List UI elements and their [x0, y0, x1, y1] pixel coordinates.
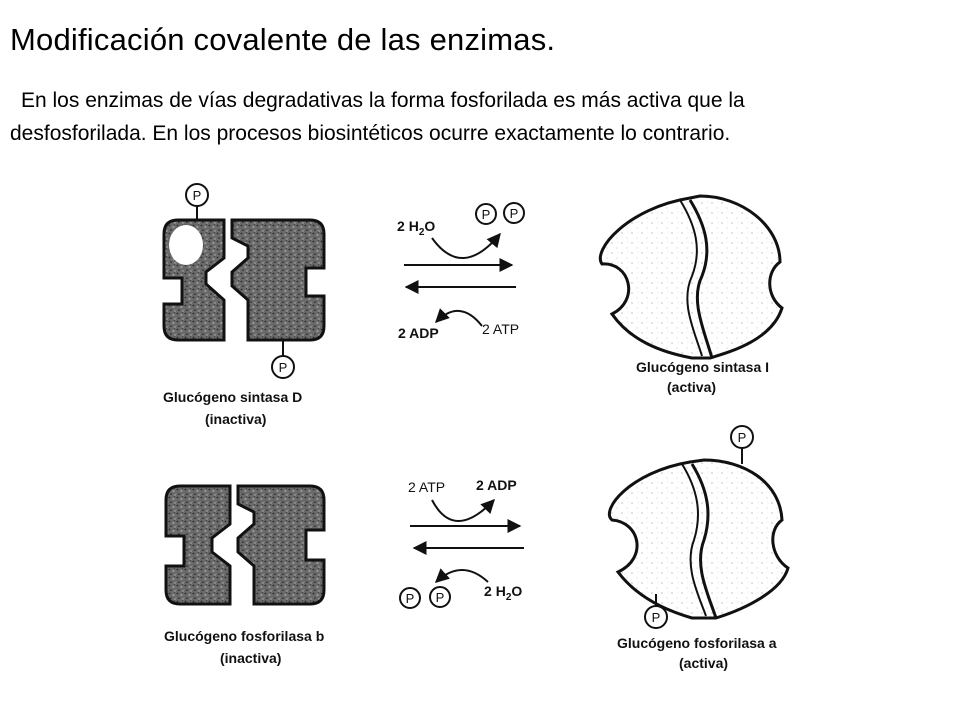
reaction-adp: 2 ADP — [476, 477, 517, 493]
phosphate-label: P — [481, 207, 491, 222]
synthase-d-state: (inactiva) — [205, 411, 267, 427]
phosphate-label: P — [509, 206, 519, 221]
reaction-water: 2 $H_2O$ — [484, 583, 523, 603]
glycogen-phosphorylase-b-diagram — [164, 486, 324, 666]
phosphate-label: P — [737, 430, 747, 445]
phosphorylase-b-name: Glucógeno fosforilasa b — [164, 628, 325, 644]
reaction-atp: 2 ATP — [408, 479, 446, 495]
phosphorylase-reaction-arrows — [400, 477, 524, 608]
phosphate-label: P — [278, 360, 288, 375]
synthase-d-right-subunit — [232, 220, 324, 340]
synthase-d-active-site — [169, 225, 203, 265]
phosphate-label: P — [435, 590, 445, 605]
synthase-reaction-arrows — [397, 203, 524, 341]
glycogen-synthase-d-diagram — [163, 184, 324, 427]
phosphate-label: P — [651, 610, 661, 625]
phosphorylase-b-left-subunit — [166, 486, 230, 604]
phosphorylase-a-name: Glucógeno fosforilasa a — [617, 635, 777, 651]
curved-arrow — [436, 570, 488, 582]
phosphorylase-b-right-subunit — [238, 486, 324, 604]
reaction-atp: 2 ATP — [482, 321, 520, 337]
reaction-water: 2 $H_2O$ — [397, 218, 436, 238]
synthase-i-name: Glucógeno sintasa I — [636, 359, 770, 375]
synthase-i-state: (activa) — [667, 379, 717, 395]
intro-line-1: En los enzimas de vías degradativas la forma fosforilada es más activa que la — [21, 89, 745, 112]
intro-line-2: desfosforilada. En los procesos biosintéticos ocurre exactamente lo contrario. — [10, 122, 731, 146]
curved-arrow — [432, 234, 500, 258]
phosphorylase-b-state: (inactiva) — [220, 650, 282, 666]
reaction-adp: 2 ADP — [398, 325, 439, 341]
glycogen-synthase-i-diagram — [600, 196, 782, 395]
curved-arrow — [432, 500, 494, 521]
phosphorylase-a-state: (activa) — [679, 655, 729, 671]
phosphate-label: P — [192, 188, 202, 203]
glycogen-phosphorylase-a-diagram — [609, 426, 788, 671]
phosphate-label: P — [405, 591, 415, 606]
page-title: Modificación covalente de las enzimas. — [10, 22, 556, 57]
synthase-d-name: Glucógeno sintasa D — [163, 389, 303, 405]
curved-arrow — [436, 311, 482, 326]
